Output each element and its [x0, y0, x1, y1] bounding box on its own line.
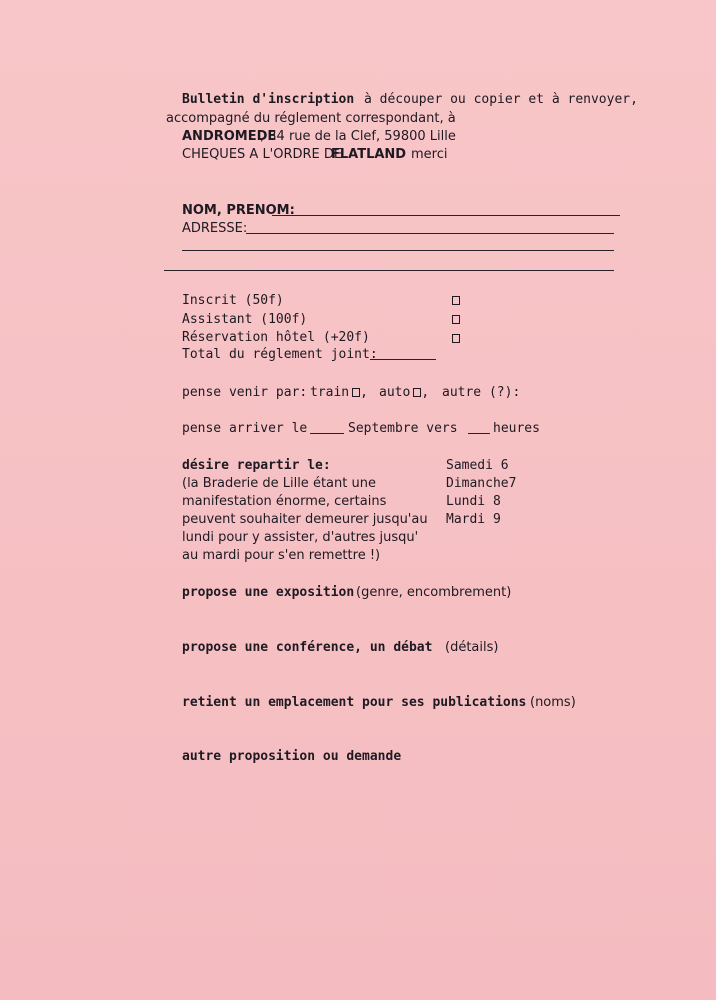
departure-note-line: au mardi pour s'en remettre !)	[182, 548, 381, 563]
name-label: NOM, PRENOM:	[182, 203, 295, 218]
proposal-publications-note: (noms)	[530, 695, 576, 710]
fee-assistant-checkbox[interactable]	[452, 315, 460, 324]
departure-option-saturday[interactable]: Samedi 6	[446, 458, 509, 473]
arrival-label: pense arriver le	[182, 421, 308, 436]
fee-hotel-label: Réservation hôtel (+20f)	[182, 330, 370, 345]
transport-option-auto[interactable]: auto ,	[379, 385, 430, 400]
departure-note-line: lundi pour y assister, d'autres jusqu'	[182, 530, 419, 545]
fee-registered-label: Inscrit (50f)	[182, 293, 284, 308]
proposal-conference-label: propose une conférence, un débat	[182, 640, 433, 655]
transport-option-train[interactable]: train ,	[310, 385, 368, 400]
proposal-conference-note: (détails)	[445, 640, 499, 655]
fee-total-field[interactable]	[370, 359, 436, 360]
cheque-instruction: CHEQUES A L'ORDRE DE	[182, 147, 343, 162]
address-field-2[interactable]	[182, 250, 614, 251]
arrival-hours-label: heures	[493, 421, 540, 436]
fee-registered-checkbox[interactable]	[452, 296, 460, 305]
transport-train-checkbox[interactable]	[352, 388, 360, 397]
fee-assistant-label: Assistant (100f)	[182, 312, 308, 327]
arrival-hour-field[interactable]	[468, 433, 490, 434]
fee-total-label: Total du réglement joint:	[182, 347, 378, 362]
departure-option-sunday[interactable]: Dimanche7	[446, 476, 517, 491]
arrival-month-label: Septembre vers	[348, 421, 458, 436]
transport-label: pense venir par:	[182, 385, 308, 400]
organizer-name: ANDROMEDE	[182, 129, 277, 144]
transport-other-label: autre (?):	[442, 385, 521, 400]
departure-note-line: (la Braderie de Lille étant une	[182, 476, 376, 491]
transport-train-label: train	[310, 385, 350, 400]
departure-note-line: peuvent souhaiter demeurer jusqu'au	[182, 512, 428, 527]
name-field[interactable]	[272, 215, 620, 216]
departure-option-tuesday[interactable]: Mardi 9	[446, 512, 501, 527]
proposal-publications-label: retient un emplacement pour ses publications	[182, 695, 527, 710]
address-field-1[interactable]	[246, 233, 614, 234]
departure-label: désire repartir le:	[182, 458, 331, 473]
form-title: Bulletin d'inscription	[182, 92, 355, 107]
cheque-payee: FLATLAND	[331, 147, 407, 162]
departure-option-monday[interactable]: Lundi 8	[446, 494, 501, 509]
form-instruction: à découper ou copier et à renvoyer,	[364, 92, 638, 107]
address-field-3[interactable]	[164, 270, 614, 271]
form-instruction-2: accompagné du réglement correspondant, à	[166, 111, 456, 126]
proposal-exhibition-note: (genre, encombrement)	[356, 585, 512, 600]
proposal-exhibition-label: propose une exposition	[182, 585, 355, 600]
cheque-thanks: merci	[411, 147, 448, 162]
proposal-other-label: autre proposition ou demande	[182, 749, 402, 764]
organizer-address: , 34 rue de la Clef, 59800 Lille	[260, 129, 456, 144]
fee-hotel-checkbox[interactable]	[452, 334, 460, 343]
address-label: ADRESSE:	[182, 221, 248, 236]
arrival-day-field[interactable]	[310, 433, 344, 434]
transport-auto-label: auto	[379, 385, 411, 400]
departure-note-line: manifestation énorme, certains	[182, 494, 387, 509]
